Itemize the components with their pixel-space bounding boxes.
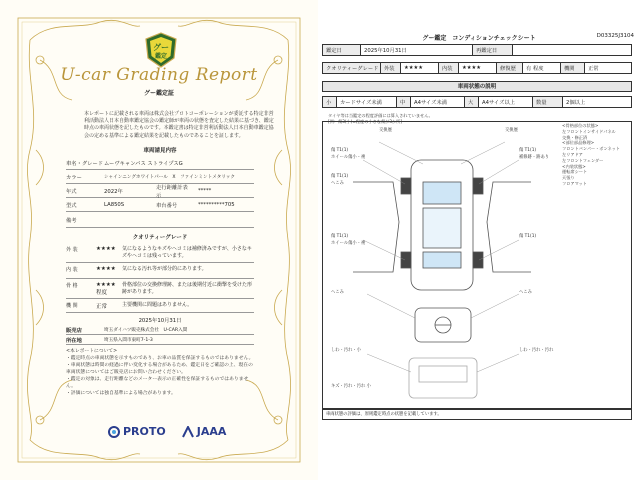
dealer-row — [66, 325, 254, 335]
quality-section-title: クオリティーグレード — [132, 235, 188, 241]
certificate-subtitle: グー鑑定証 — [143, 90, 174, 97]
side-notes: <骨格部位の状態> 左フロントインサイドパネル 交換・修正済 <部位部品修理> フロントバンパー・ボンネット 左リアドア 左フロントフェンダー <内装状態> 運転席シート 天張り フロアマット — [562, 123, 621, 186]
ext-value: ★★★★ — [401, 63, 439, 73]
svg-text:鑑定: 鑑定 — [154, 53, 168, 60]
grade-label: 外 装 — [66, 247, 78, 253]
vehicle-name-label: 車名・グレード — [66, 160, 104, 167]
part-label: 補修跡・跡あり — [519, 155, 550, 160]
vehicle-model-value: LA850S — [104, 201, 125, 208]
recheck-label: 再鑑定日 — [473, 45, 513, 55]
frame-label: 修復歴 — [497, 63, 523, 73]
vehicle-model-row — [66, 198, 254, 212]
vehicle-year-label: 年式 — [66, 188, 77, 195]
part-label: 傷 T1(1) — [331, 174, 349, 179]
vehicle-remarks-row — [66, 212, 254, 228]
vehicle-color-value: シャインニングホワイトパール X ファインミントメタリック — [104, 174, 235, 180]
certificate-title: U-car Grading Report — [60, 65, 258, 85]
grade-stars: ★★★★ — [96, 266, 116, 272]
part-label: 傷 T1(1) — [519, 234, 537, 239]
date-value: 2025年10月31日 — [361, 45, 473, 55]
quality-label: クオリティーグレード — [323, 63, 381, 73]
note-item: ・鑑定時点の車両状態を示すものであり、お車の品質を保証するものではありません。 — [66, 356, 254, 361]
legend-line: タイヤ等は当鑑定の程度評価には算入されていません。 — [328, 113, 433, 118]
part-label: しわ・汚れ・小 — [331, 348, 362, 353]
inspection-date-value: 2025年10月31日 — [138, 318, 182, 324]
certificate-statement: 本レポートに記載される車両は株式会社プロトコーポレーションが委託する特定非営利活動法人日本自動車鑑定協会の鑑定師が車両の状態を査定した結果に基づき、鑑定時点の車両状態を記したものです。本鑑定書は特定非営利活動法人日本自動車鑑定協会の定める基準による鑑定結果を記載したものであることを証します。 — [84, 111, 274, 139]
size-mid-desc: A4サイズ未満 — [411, 97, 465, 107]
vehicle-year-row — [66, 184, 254, 198]
vehicle-chassis-value: **********705 — [198, 201, 235, 208]
size-table — [322, 96, 632, 108]
grade-row-engine — [66, 299, 254, 313]
count-label: 数量 — [533, 97, 563, 107]
size-small: 小 — [323, 97, 337, 107]
jaaa-logo — [182, 425, 227, 438]
vehicle-model-label: 型式 — [66, 202, 77, 209]
proto-mark-icon — [108, 426, 120, 438]
grade-row-interior — [66, 263, 254, 279]
int-label: 内装 — [439, 63, 459, 73]
grade-stars: 正常 — [96, 304, 108, 310]
grade-row-frame — [66, 279, 254, 299]
jaaa-logo-text: JAAA — [196, 425, 227, 438]
jaaa-mark-icon — [182, 426, 194, 438]
logo-bar — [108, 425, 226, 438]
size-large: 大 — [465, 97, 479, 107]
sheet-footnote: 車両状態の評価は、原則鑑定時点の状態を記載しています。 — [322, 409, 632, 420]
vehicle-remarks-label: 備考 — [66, 217, 77, 224]
grade-description: 骨格部位の交換修理跡、または後期付近に衝撃を受けた形跡があります。 — [122, 282, 253, 295]
count-value: 2個以上 — [566, 100, 586, 106]
address-value: 埼玉県入間市東町7-1-3 — [104, 337, 153, 343]
part-label: ヘこみ — [331, 290, 344, 295]
part-label: ホイール傷小・複 — [331, 241, 366, 246]
part-label: ヘこみ — [331, 181, 344, 186]
part-label: ヘこみ — [519, 290, 532, 295]
proto-logo-text: PROTO — [123, 425, 166, 438]
grade-label: 骨 格 — [66, 283, 78, 289]
part-label: 傷 T1(1) — [331, 148, 349, 153]
certificate-notes — [66, 348, 254, 397]
frame-value: 有 程度 — [523, 63, 561, 73]
vehicle-name-row — [66, 156, 254, 170]
condition-check-sheet — [318, 0, 640, 480]
vehicle-section-title: 車両請見内容 — [143, 148, 177, 154]
grade-description: 主要機関に問題はありません。 — [122, 302, 193, 308]
vehicle-mileage-label: 走行距離計表示 — [156, 184, 188, 199]
part-label: 傷 T1(1) — [331, 234, 349, 239]
size-large-desc: A4サイズ以上 — [479, 97, 533, 107]
date-label: 鑑定日 — [323, 45, 361, 55]
grade-label: 機 関 — [66, 303, 78, 309]
state-band: 車両状態の説明 — [322, 81, 632, 92]
engine-value: 正常 — [588, 66, 599, 72]
sheet-title: グー鑑定 コンディションチェックシート — [422, 35, 536, 42]
note-item: ・評価については独自基準による場合があります。 — [66, 391, 176, 396]
proto-logo — [108, 425, 166, 438]
inspection-date-row — [66, 315, 254, 325]
svg-text:グー: グー — [153, 43, 169, 52]
part-label: 交換歴 — [505, 128, 518, 133]
part-label: キズ・汚れ・汚れ 小 — [331, 384, 371, 389]
legend-line: [例：傷3(小)=程度の小さな傷が3か所] — [328, 119, 402, 124]
goo-kantei-badge-icon — [143, 32, 179, 68]
vehicle-year-value: 2022年 — [104, 188, 123, 195]
vehicle-chassis-label: 車台番号 — [156, 202, 178, 209]
engine-label: 機関 — [561, 63, 585, 73]
vehicle-name-value: ムーヴキャンバス ストライプスG — [104, 160, 183, 167]
int-value: ★★★★ — [459, 63, 497, 73]
size-small-desc: カードサイズ未満 — [337, 97, 397, 107]
date-table — [322, 44, 632, 56]
grade-stars: ★★★★ — [96, 246, 116, 252]
grade-row-exterior — [66, 243, 254, 263]
vehicle-mileage-value: ***** — [198, 187, 212, 194]
size-mid: 中 — [397, 97, 411, 107]
ext-label: 外装 — [381, 63, 401, 73]
grade-description: 気になるようなキズやヘコミは補修済みですが、小さなキズやヘコミは残っています。 — [122, 246, 252, 259]
grading-certificate — [0, 0, 318, 480]
sheet-code: D03325J3104 — [596, 33, 634, 39]
grade-label: 内 装 — [66, 267, 78, 273]
address-label: 所在地 — [66, 337, 82, 344]
part-label: ホイール傷小・複 — [331, 155, 366, 160]
part-label: しわ・汚れ・汚れ — [519, 348, 554, 353]
dealer-label: 販売店 — [66, 327, 82, 334]
part-label: 交換歴 — [379, 128, 392, 133]
notes-title: <本レポートについて> — [66, 349, 118, 354]
quality-table — [322, 62, 632, 74]
grade-stars: ★★★★ 程度 — [96, 282, 116, 296]
dealer-value: 埼玉ダイハツ販売株式会社 U-CAR入間 — [104, 327, 188, 333]
part-label: 傷 T1(1) — [519, 148, 537, 153]
grade-description: 気になる汚れ等が部分的にあります。 — [122, 266, 207, 272]
note-item: ・鑑定の対象は、走行距離などのメーター表示の正確性を保証するものではありません。 — [66, 377, 249, 389]
address-row — [66, 335, 254, 345]
vehicle-color-label: カラー — [66, 174, 82, 181]
note-item: ・車両状態は時間の経過に伴い変化する場合があるため、鑑定日をご確認の上、現在の車両状態についてはご販売店にお問い合わせください。 — [66, 363, 253, 375]
